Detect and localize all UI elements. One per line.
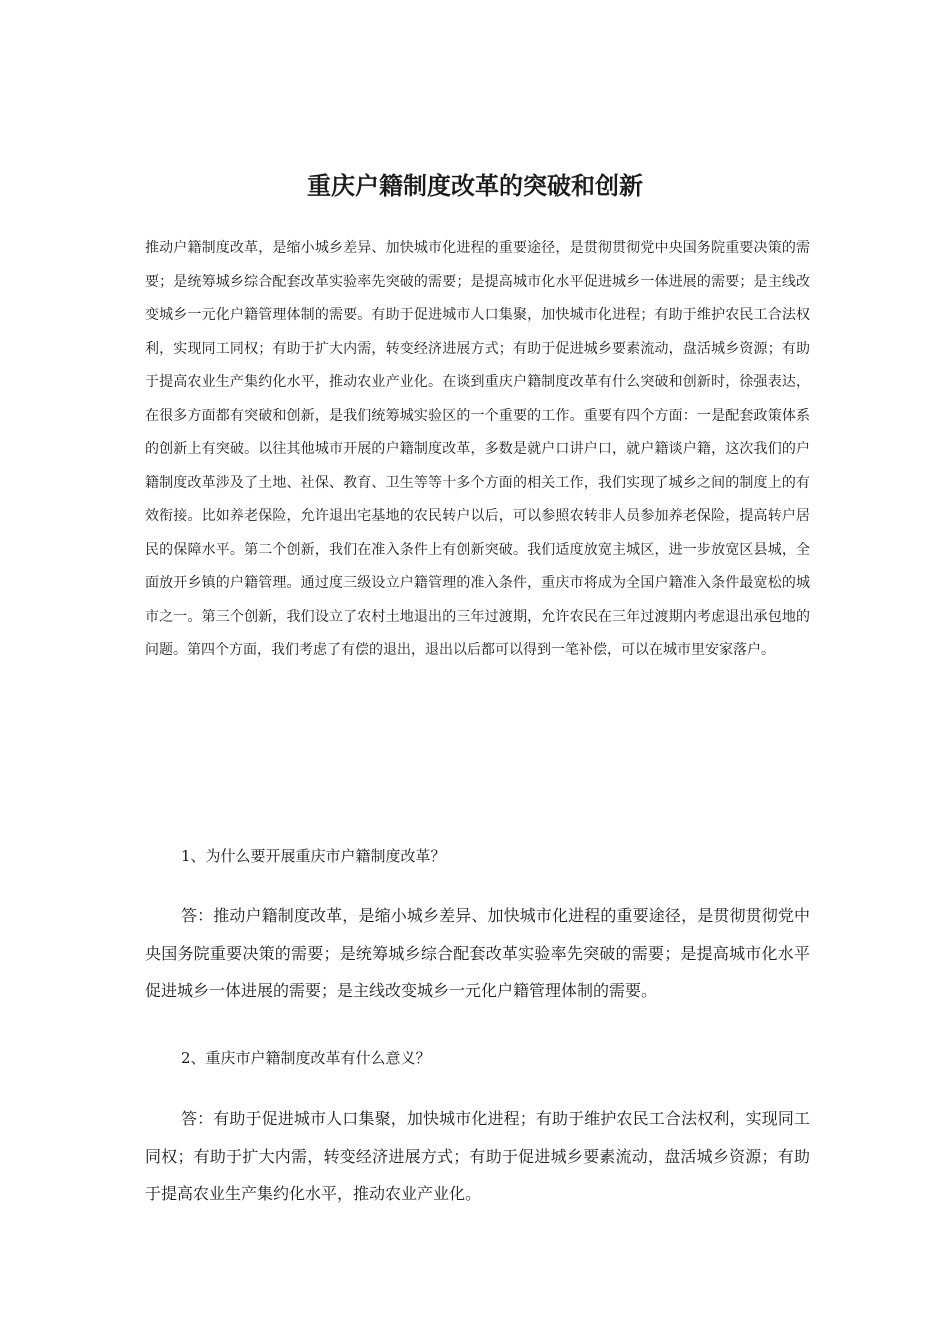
question-1: 1、为什么要开展重庆市户籍制度改革？ bbox=[181, 847, 446, 865]
answer-2: 答：有助于促进城市人口集聚，加快城市化进程；有助于维护农民工合法权利，实现同工同权；有助于扩大内需，转变经济进展方式；有助于促进城乡要素流动，盘活城乡资源；有助于提高农业生产集约化水平，推动农业产业化。 bbox=[145, 1109, 810, 1203]
answer-1: 答：推动户籍制度改革，是缩小城乡差异、加快城市化进程的重要途径，是贯彻贯彻党中央国务院重要决策的需要；是统筹城乡综合配套改革实验率先突破的需要；是提高城市化水平促进城乡一体进展的需要；是主线改变城乡一元化户籍管理体制的需要。 bbox=[145, 906, 810, 1000]
intro-paragraph: 推动户籍制度改革，是缩小城乡差异、加快城市化进程的重要途径，是贯彻贯彻党中央国务院重要决策的需要；是统筹城乡综合配套改革实验率先突破的需要；是提高城市化水平促进城乡一体进展的需要；是主线改变城乡一元化户籍管理体制的需要。有助于促进城市人口集聚，加快城市化进程；有助于维护农民工合法权利，实现同工同权；有助于扩大内需，转变经济进展方式；有助于促进城乡要素流动，盘活城乡资源；有助于提高农业生产集约化水平，推动农业产业化。在谈到重庆户籍制度改革有什么突破和创新时，徐强表达，在很多方面都有突破和创新，是我们统筹城实验区的一个重要的工作。重要有四个方面：一是配套政策体系的创新上有突破。以往其他城市开展的户籍制度改革，多数是就户口讲户口，就户籍谈户籍，这次我们的户籍制度改革涉及了土地、社保、教育、卫生等等十多个方面的相关工作，我们实现了城乡之间的制度上的有效衔接。比如养老保险，允许退出宅基地的农民转户以后，可以参照农转非人员参加养老保险，提高转户居民的保障水平。第二个创新，我们在准入条件上有创新突破。我们适度放宽主城区，进一步放宽区县城，全面放开乡镇的户籍管理。通过度三级设立户籍管理的准入条件，重庆市将成为全国户籍准入条件最宽松的城市之一。第三个创新，我们设立了农村土地退出的三年过渡期，允许农民在三年过渡期内考虑退出承包地的问题。第四个方面，我们考虑了有偿的退出，退出以后都可以得到一笔补偿，可以在城市里安家落户。 bbox=[145, 240, 810, 658]
document-title: 重庆户籍制度改革的突破和创新 bbox=[307, 172, 643, 201]
question-2: 2、重庆市户籍制度改革有什么意义？ bbox=[181, 1049, 431, 1067]
